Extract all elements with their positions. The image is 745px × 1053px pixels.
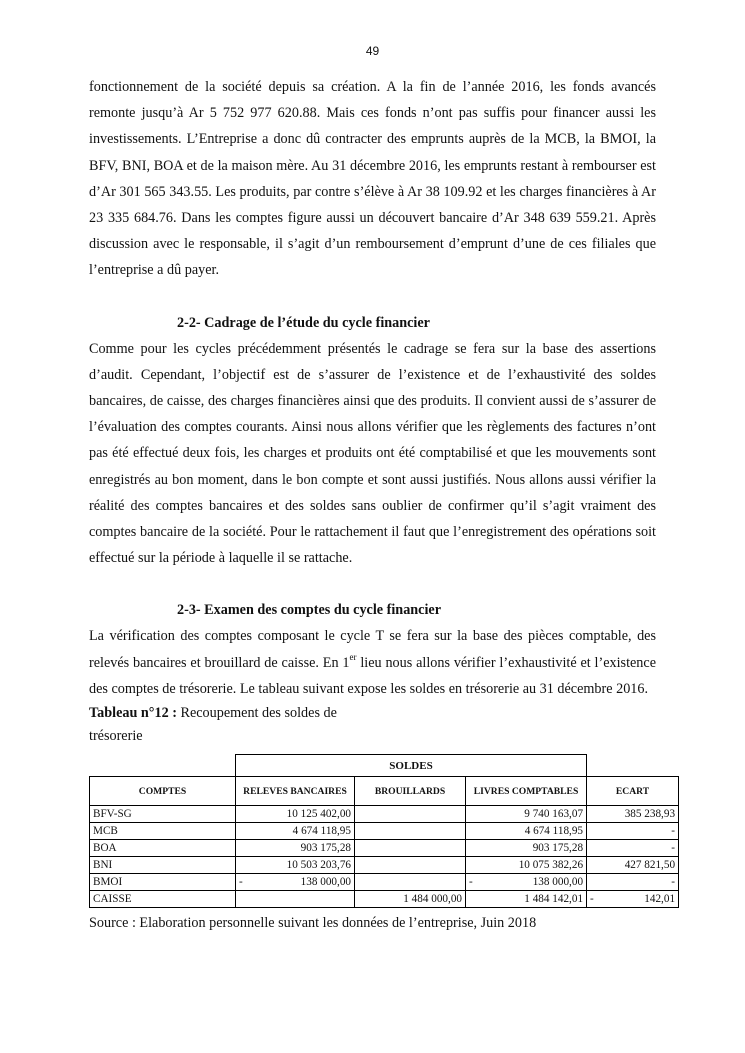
group-header-soldes: SOLDES <box>236 755 587 777</box>
page-number: 49 <box>365 44 380 58</box>
difference-cell <box>587 840 679 857</box>
difference-cell <box>587 806 679 823</box>
section-text-part-2: lieu nous allons vérifier l’exhaustivité et l’existence des comptes de trésorerie. Le tableau suivant expose les soldes en trésorerie au 31 décembre 2016. <box>89 654 656 697</box>
cell-value: 427 821,50 <box>624 859 676 872</box>
negative-sign: - <box>239 876 243 889</box>
column-header: BROUILLARDS <box>355 777 466 806</box>
table-caption-title: Recoupement des soldes de trésorerie <box>89 705 337 745</box>
cell-value: BOA <box>93 842 117 855</box>
ledger-cell <box>466 857 587 874</box>
bank-statement-cell <box>236 891 355 908</box>
ledger-cell <box>466 891 587 908</box>
cell-value: BMOI <box>93 876 123 889</box>
table-caption <box>89 702 359 748</box>
cell-value: 142,01 <box>644 893 676 906</box>
cash-draft-cell <box>355 857 466 874</box>
ordinal-superscript: er <box>349 651 357 662</box>
ledger-cell <box>466 840 587 857</box>
cell-value: 10 503 203,76 <box>286 859 351 872</box>
ledger-cell <box>466 806 587 823</box>
cell-value: 138 000,00 <box>532 876 584 889</box>
cell-value: 10 075 382,26 <box>518 859 584 872</box>
difference-cell <box>587 857 679 874</box>
ledger-cell <box>466 823 587 840</box>
cell-value: 9 740 163,07 <box>524 808 584 821</box>
cell-value: 10 125 402,00 <box>286 808 351 821</box>
paragraph-intro: fonctionnement de la société depuis sa création. A la fin de l’année 2016, les fonds avancés remonte jusqu’à Ar 5 752 977 620.88. Mais ces fonds n’ont pas suffis pour financer aussi les investissements. L’Entreprise a donc dû contracter des emprunts auprès de la MCB, la BMOI, la BFV, BNI, BOA et de la maison mère. Au 31 décembre 2016, les emprunts restant à rembourser est d’Ar 301 565 343.55. Les produits, par contre s’élève à Ar 38 109.92 et les charges financières à Ar 23 335 684.76. Dans les comptes figure aussi un découvert bancaire d’Ar 348 639 559.21. Après discussion avec le responsable, il s’agit d’un remboursement d’emprunt d’une de ces filiales que l’entreprise a dû payer. <box>89 79 656 279</box>
bank-statement-cell <box>236 806 355 823</box>
cell-value: 138 000,00 <box>300 876 351 889</box>
table-caption-label: Tableau n°12 : <box>89 705 177 722</box>
section-heading-2-2: 2-2- Cadrage de l’étude du cycle financier <box>177 314 430 331</box>
cell-value: MCB <box>93 825 118 838</box>
column-header: ECART <box>587 777 679 806</box>
section-text-part-1: La vérification des comptes composant le cycle T se fera sur la base des pièces comptable, des relevés bancaires et brouillard de caisse. En 1 <box>89 628 656 671</box>
table-row <box>90 891 679 908</box>
account-name-cell <box>90 840 236 857</box>
cell-value: 903 175,28 <box>532 842 584 855</box>
table-row <box>90 874 679 891</box>
difference-cell <box>587 823 679 840</box>
cash-draft-cell <box>355 840 466 857</box>
cell-value: 385 238,93 <box>624 808 676 821</box>
account-name-cell <box>90 806 236 823</box>
account-name-cell <box>90 857 236 874</box>
column-header: COMPTES <box>90 777 236 806</box>
bank-statement-cell <box>236 823 355 840</box>
table-row <box>90 857 679 874</box>
difference-cell <box>587 874 679 891</box>
cash-draft-cell <box>355 874 466 891</box>
column-header: LIVRES COMPTABLES <box>466 777 587 806</box>
account-name-cell <box>90 874 236 891</box>
cell-value: 4 674 118,95 <box>524 825 584 838</box>
table-row <box>90 840 679 857</box>
cell-value: CAISSE <box>93 893 132 906</box>
document-body <box>89 74 676 933</box>
account-name-cell <box>90 891 236 908</box>
bank-statement-cell <box>236 840 355 857</box>
cell-value: BFV-SG <box>93 808 132 821</box>
cell-value: 1 484 000,00 <box>403 893 462 906</box>
table-source: Source : Elaboration personnelle suivant les données de l’entreprise, Juin 2018 <box>89 915 537 932</box>
cell-value: - <box>671 825 676 838</box>
section-text-2-3 <box>89 623 656 702</box>
account-name-cell <box>90 823 236 840</box>
cell-value: 4 674 118,95 <box>292 825 351 838</box>
table-row <box>90 823 679 840</box>
difference-cell <box>587 891 679 908</box>
cash-draft-cell <box>355 823 466 840</box>
ledger-cell <box>466 874 587 891</box>
bank-statement-cell <box>236 857 355 874</box>
cell-value: 903 175,28 <box>300 842 351 855</box>
section-text-2-2: Comme pour les cycles précédemment présentés le cadrage se fera sur la base des assertions d’audit. Cependant, l’objectif est de s’assurer de l’existence et de l’exhaustivité des soldes bancaires, de caisse, des charges financières ainsi que des produits. Il convient aussi de s’assurer de l’évaluation des comptes courants. Ainsi nous allons vérifier que les règlements des factures n’ont pas été effectué deux fois, les charges et produits ont été comptabilisé et que les mouvements sont enregistrés au bon moment, dans le bon compte et sont aussi justifiés. Nous allons aussi vérifier la réalité des comptes bancaires et des soldes sans oublier de confirmer qu’il s’agit vraiment des comptes bancaire de la société. Pour le rattachement il faut que l’enregistrement des opérations soit effectué sur la période à laquelle il se rattache. <box>89 340 656 567</box>
table-row <box>90 806 679 823</box>
bank-statement-cell <box>236 874 355 891</box>
negative-sign: - <box>590 893 594 906</box>
section-heading-2-3: 2-3- Examen des comptes du cycle financier <box>177 602 442 619</box>
cell-value: 1 484 142,01 <box>524 893 584 906</box>
cell-value: - <box>671 842 676 855</box>
cash-draft-cell <box>355 891 466 908</box>
treasury-table <box>89 754 679 908</box>
cell-value: BNI <box>93 859 113 872</box>
negative-sign: - <box>469 876 473 889</box>
cell-value: - <box>671 876 676 889</box>
column-header: RELEVES BANCAIRES <box>236 777 355 806</box>
cash-draft-cell <box>355 806 466 823</box>
table-header-row <box>90 777 679 806</box>
